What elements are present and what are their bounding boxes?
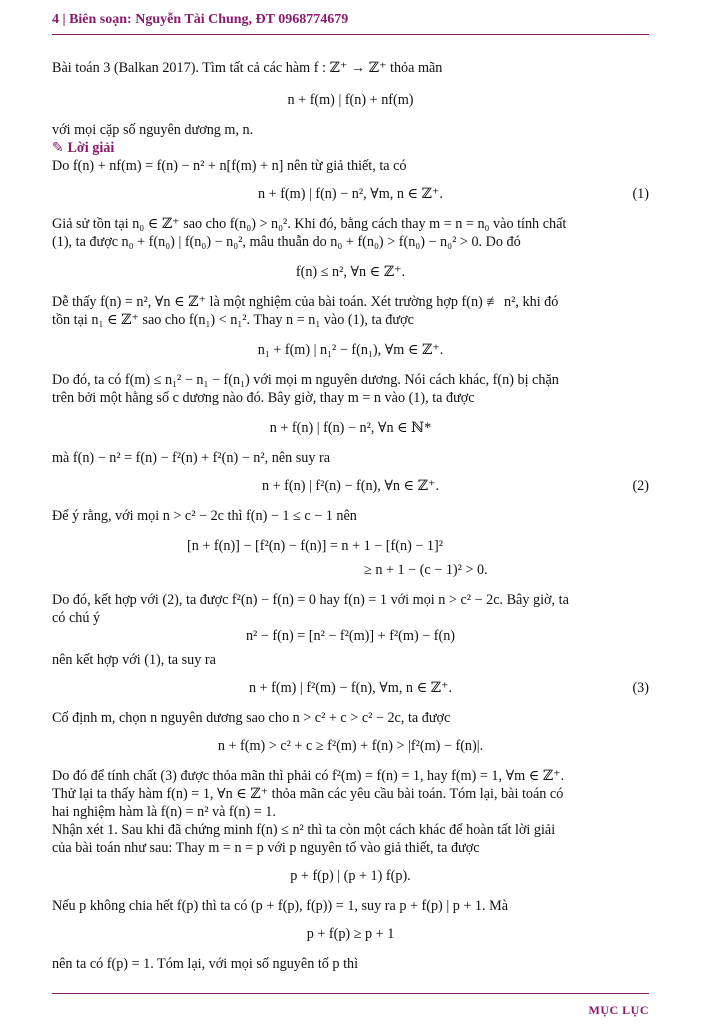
equation: n₁ + f(m) | n₁² − f(n₁), ∀m ∈ ℤ⁺. xyxy=(257,342,444,358)
text-line: Do f(n) + nf(m) = f(n) − n² + n[f(m) + n] nên từ giả thiết, ta có xyxy=(52,158,407,174)
solution-heading xyxy=(52,140,649,158)
text-line: nên ta có f(p) = 1. Tóm lại, với mọi số nguyên tố p thì xyxy=(52,956,359,972)
equation: p + f(p) | (p + 1) f(p). xyxy=(290,868,411,884)
equation: n² − f(n) = [n² − f²(m)] + f²(m) − f(n) xyxy=(245,628,456,644)
text-line: nên kết hợp với (1), ta suy ra xyxy=(52,652,216,668)
equation-1: n + f(m) | f(n) − n², ∀m, n ∈ ℤ⁺. xyxy=(258,186,443,202)
equation: ≥ n + 1 − (c − 1)² > 0. xyxy=(364,562,488,578)
text-line: mà f(n) − n² = f(n) − f²(n) + f²(n) − n², nên suy ra xyxy=(52,450,331,466)
equation: [n + f(n)] − [f²(n) − f(n)] = n + 1 − [f(n) − 1]² xyxy=(187,538,443,554)
table-of-contents-link[interactable]: MỤC LỤC xyxy=(588,1003,649,1017)
text-line: Do đó để tính chất (3) được thỏa mãn thì phải có f²(m) = f(n) = 1, hay f(m) = 1, ∀m ∈ ℤ⁺. xyxy=(52,768,565,784)
text-line: Cố định m, chọn n nguyên dương sao cho n > c² + c > c² − 2c, ta được xyxy=(52,710,451,726)
text-line: có chú ý xyxy=(52,610,101,626)
text-line: với mọi cặp số nguyên dương m, n. xyxy=(52,122,254,138)
text-line: Dễ thấy f(n) = n², ∀n ∈ ℤ⁺ là một nghiệm của bài toán. Xét trường hợp f(n) ≢ n², khi đó xyxy=(52,294,559,310)
text-line: trên bởi một hằng số c dương nào đó. Bây giờ, thay m = n vào (1), ta được xyxy=(52,390,475,406)
text-line: (1), ta được n₀ + f(n₀) | f(n₀) − n₀², mâu thuẫn do n₀ + f(n₀) > f(n₀) − n₀² > 0. Do đó xyxy=(52,234,521,250)
header-text: 4 | Biên soạn: Nguyễn Tài Chung, ĐT 0968774679 xyxy=(52,12,349,27)
equation: n + f(m) > c² + c ≥ f²(m) + f(n) > |f²(m) − f(n)|. xyxy=(217,738,484,754)
text-line: Để ý rằng, với mọi n > c² − 2c thì f(n) − 1 ≤ c − 1 nên xyxy=(52,508,357,524)
equation-2: n + f(n) | f²(n) − f(n), ∀n ∈ ℤ⁺. xyxy=(261,478,439,494)
equation-number: (1) xyxy=(632,186,649,202)
problem-statement: Bài toán 3 (Balkan 2017). Tìm tất cả các hàm f : ℤ⁺ → ℤ⁺ thỏa mãn xyxy=(52,60,443,76)
solution-label: Lời giải xyxy=(67,140,115,156)
equation-3: n + f(m) | f²(m) − f(n), ∀m, n ∈ ℤ⁺. xyxy=(248,680,453,696)
page-header xyxy=(52,10,649,35)
edit-icon: ✎ xyxy=(52,140,64,156)
text-line: Thử lại ta thấy hàm f(n) = 1, ∀n ∈ ℤ⁺ thỏa mãn các yêu cầu bài toán. Tóm lại, bài toán có xyxy=(52,786,564,802)
equation: p + f(p) ≥ p + 1 xyxy=(306,926,395,942)
equation: f(n) ≤ n², ∀n ∈ ℤ⁺. xyxy=(295,264,406,280)
equation-number: (2) xyxy=(632,478,649,494)
equation: n + f(n) | f(n) − n², ∀n ∈ ℕ* xyxy=(269,420,432,436)
footer-divider xyxy=(52,993,649,994)
text-line: của bài toán như sau: Thay m = n = p với p nguyên tố vào giả thiết, ta được xyxy=(52,840,480,856)
equation-number: (3) xyxy=(632,680,649,696)
text-line: hai nghiệm hàm là f(n) = n² và f(n) = 1. xyxy=(52,804,276,820)
text-line: Nếu p không chia hết f(p) thì ta có (p + f(p), f(p)) = 1, suy ra p + f(p) | p + 1. Mà xyxy=(52,898,509,914)
text-line: tồn tại n₁ ∈ ℤ⁺ sao cho f(n₁) < n₁². Thay n = n₁ vào (1), ta được xyxy=(52,312,414,328)
text-line: Do đó, ta có f(m) ≤ n₁² − n₁ − f(n₁) với mọi m nguyên dương. Nói cách khác, f(n) bị chặn xyxy=(52,372,559,388)
equation-condition: n + f(m) | f(n) + nf(m) xyxy=(287,92,414,108)
remark-line: Nhận xét 1. Sau khi đã chứng minh f(n) ≤ n² thì ta còn một cách khác để hoàn tất lời giải xyxy=(52,822,556,838)
text-line: Giả sử tồn tại n₀ ∈ ℤ⁺ sao cho f(n₀) > n₀². Khi đó, bằng cách thay m = n = n₀ vào tính chất xyxy=(52,216,567,232)
text-line: Do đó, kết hợp với (2), ta được f²(n) − f(n) = 0 hay f(n) = 1 với mọi n > c² − 2c. Bây giờ, ta xyxy=(52,592,569,608)
